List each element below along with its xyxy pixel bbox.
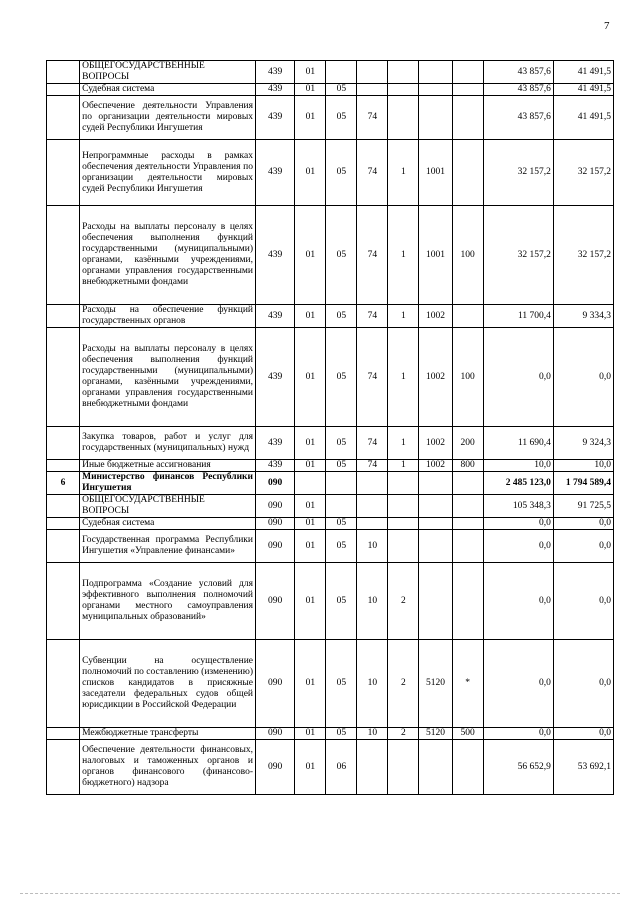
expense-type-code-cell: 800 — [452, 460, 483, 472]
expense-type-code-cell — [452, 61, 483, 84]
row-name-cell: Расходы на обеспечение функций государственных органов — [80, 305, 256, 328]
table-row — [47, 96, 614, 140]
subprogram-code-cell — [388, 530, 419, 563]
table-row — [47, 305, 614, 328]
direction-code-cell — [419, 96, 452, 140]
row-index-cell: 6 — [47, 472, 80, 495]
amount-year2-cell: 32 157,2 — [553, 140, 613, 206]
amount-year2-cell: 41 491,5 — [553, 96, 613, 140]
amount-year2-cell: 32 157,2 — [553, 206, 613, 305]
section-code-cell: 01 — [295, 206, 326, 305]
amount-year1-cell: 0,0 — [483, 530, 553, 563]
row-index-cell — [47, 328, 80, 427]
row-name-cell: Судебная система — [80, 518, 256, 530]
amount-year2-cell: 0,0 — [553, 530, 613, 563]
ministry-code-cell: 439 — [256, 427, 295, 460]
ministry-code-cell: 439 — [256, 140, 295, 206]
direction-code-cell: 1002 — [419, 427, 452, 460]
subsection-code-cell — [326, 495, 357, 518]
amount-year1-cell: 0,0 — [483, 328, 553, 427]
subprogram-code-cell — [388, 518, 419, 530]
expense-type-code-cell: 200 — [452, 427, 483, 460]
row-index-cell — [47, 427, 80, 460]
amount-year1-cell: 11 700,4 — [483, 305, 553, 328]
amount-year2-cell: 0,0 — [553, 563, 613, 640]
subsection-code-cell: 05 — [326, 563, 357, 640]
expense-type-code-cell — [452, 563, 483, 640]
row-name-cell: Обеспечение деятельности финансовых, налоговых и таможенных органов и органов финансового (финансово-бюджетного) надзора — [80, 740, 256, 795]
row-name-cell: Непрограммные расходы в рамках обеспечения деятельности Управления по организации деятельности мировых судей Республики Ингушетия — [80, 140, 256, 206]
direction-code-cell — [419, 530, 452, 563]
amount-year2-cell: 53 692,1 — [553, 740, 613, 795]
program-code-cell: 10 — [357, 640, 388, 728]
direction-code-cell: 5120 — [419, 728, 452, 740]
subsection-code-cell: 05 — [326, 728, 357, 740]
section-code-cell: 01 — [295, 84, 326, 96]
program-code-cell — [357, 495, 388, 518]
subsection-code-cell: 05 — [326, 206, 357, 305]
program-code-cell: 10 — [357, 563, 388, 640]
row-index-cell — [47, 305, 80, 328]
row-name-cell: Субвенции на осуществление полномочий по составлению (изменению) списков кандидатов в присяжные заседатели федеральных судов общей юрисдикции в Российской Федерации — [80, 640, 256, 728]
program-code-cell — [357, 472, 388, 495]
direction-code-cell: 1001 — [419, 206, 452, 305]
footer-divider — [20, 893, 620, 895]
row-index-cell — [47, 530, 80, 563]
section-code-cell — [295, 472, 326, 495]
amount-year2-cell: 9 324,3 — [553, 427, 613, 460]
row-index-cell — [47, 460, 80, 472]
expense-type-code-cell: 100 — [452, 206, 483, 305]
subsection-code-cell: 05 — [326, 84, 357, 96]
expense-type-code-cell — [452, 140, 483, 206]
amount-year2-cell: 41 491,5 — [553, 84, 613, 96]
row-name-cell: Расходы на выплаты персоналу в целях обеспечения выполнения функций государственными (муниципальными) органами, казёнными учреждениями, органами управления государственными внебюджетными фондами — [80, 328, 256, 427]
table-row — [47, 518, 614, 530]
table-row — [47, 563, 614, 640]
subsection-code-cell: 05 — [326, 140, 357, 206]
row-name-cell: Иные бюджетные ассигнования — [80, 460, 256, 472]
amount-year2-cell: 0,0 — [553, 728, 613, 740]
ministry-code-cell: 439 — [256, 84, 295, 96]
expense-type-code-cell — [452, 518, 483, 530]
row-name-cell: Межбюджетные трансферты — [80, 728, 256, 740]
subsection-code-cell: 05 — [326, 328, 357, 427]
amount-year1-cell: 0,0 — [483, 518, 553, 530]
amount-year2-cell: 0,0 — [553, 640, 613, 728]
direction-code-cell: 1001 — [419, 140, 452, 206]
subsection-code-cell: 05 — [326, 640, 357, 728]
row-name-cell: ОБЩЕГОСУДАРСТВЕННЫЕ ВОПРОСЫ — [80, 495, 256, 518]
row-index-cell — [47, 140, 80, 206]
page-number: 7 — [604, 20, 610, 32]
expense-type-code-cell: 100 — [452, 328, 483, 427]
section-code-cell: 01 — [295, 728, 326, 740]
amount-year2-cell: 9 334,3 — [553, 305, 613, 328]
program-code-cell: 74 — [357, 206, 388, 305]
amount-year1-cell: 10,0 — [483, 460, 553, 472]
subprogram-code-cell: 2 — [388, 563, 419, 640]
ministry-code-cell: 090 — [256, 563, 295, 640]
subsection-code-cell — [326, 61, 357, 84]
program-code-cell — [357, 740, 388, 795]
ministry-code-cell: 439 — [256, 61, 295, 84]
section-code-cell: 01 — [295, 305, 326, 328]
amount-year2-cell: 91 725,5 — [553, 495, 613, 518]
subprogram-code-cell — [388, 84, 419, 96]
amount-year1-cell: 43 857,6 — [483, 84, 553, 96]
amount-year1-cell: 0,0 — [483, 640, 553, 728]
ministry-code-cell: 439 — [256, 96, 295, 140]
program-code-cell: 10 — [357, 728, 388, 740]
row-index-cell — [47, 518, 80, 530]
direction-code-cell — [419, 495, 452, 518]
table-row — [47, 84, 614, 96]
subsection-code-cell: 05 — [326, 460, 357, 472]
expense-type-code-cell — [452, 96, 483, 140]
expense-type-code-cell: * — [452, 640, 483, 728]
table-row — [47, 740, 614, 795]
section-code-cell: 01 — [295, 518, 326, 530]
row-name-cell: Подпрограмма «Создание условий для эффективного выполнения полномочий органами местного самоуправления муниципальных образований» — [80, 563, 256, 640]
amount-year1-cell: 0,0 — [483, 563, 553, 640]
row-name-cell: Обеспечение деятельности Управления по организации деятельности мировых судей Республики Ингушетия — [80, 96, 256, 140]
row-index-cell — [47, 206, 80, 305]
subprogram-code-cell — [388, 96, 419, 140]
subprogram-code-cell: 1 — [388, 305, 419, 328]
amount-year1-cell: 43 857,6 — [483, 96, 553, 140]
table-row — [47, 140, 614, 206]
table-row — [47, 427, 614, 460]
ministry-code-cell: 090 — [256, 495, 295, 518]
program-code-cell: 74 — [357, 328, 388, 427]
row-index-cell — [47, 495, 80, 518]
program-code-cell: 74 — [357, 96, 388, 140]
row-name-cell: Министерство финансов Республики Ингушетия — [80, 472, 256, 495]
table-row — [47, 460, 614, 472]
subprogram-code-cell: 1 — [388, 140, 419, 206]
row-name-cell: Судебная система — [80, 84, 256, 96]
amount-year2-cell: 10,0 — [553, 460, 613, 472]
subprogram-code-cell — [388, 740, 419, 795]
table-row — [47, 495, 614, 518]
row-index-cell — [47, 61, 80, 84]
direction-code-cell — [419, 740, 452, 795]
subprogram-code-cell — [388, 61, 419, 84]
amount-year2-cell: 1 794 589,4 — [553, 472, 613, 495]
direction-code-cell — [419, 84, 452, 96]
section-code-cell: 01 — [295, 530, 326, 563]
table-row — [47, 61, 614, 84]
row-name-cell: ОБЩЕГОСУДАРСТВЕННЫЕ ВОПРОСЫ — [80, 61, 256, 84]
section-code-cell: 01 — [295, 328, 326, 427]
subprogram-code-cell — [388, 472, 419, 495]
section-code-cell: 01 — [295, 495, 326, 518]
amount-year2-cell: 41 491,5 — [553, 61, 613, 84]
amount-year1-cell: 43 857,6 — [483, 61, 553, 84]
subsection-code-cell — [326, 472, 357, 495]
direction-code-cell: 1002 — [419, 460, 452, 472]
subsection-code-cell: 06 — [326, 740, 357, 795]
expense-type-code-cell — [452, 305, 483, 328]
row-index-cell — [47, 563, 80, 640]
subprogram-code-cell: 1 — [388, 328, 419, 427]
expense-type-code-cell — [452, 740, 483, 795]
row-name-cell: Государственная программа Республики Ингушетия «Управление финансами» — [80, 530, 256, 563]
section-code-cell: 01 — [295, 140, 326, 206]
program-code-cell: 74 — [357, 305, 388, 328]
amount-year1-cell: 11 690,4 — [483, 427, 553, 460]
expense-type-code-cell: 500 — [452, 728, 483, 740]
subprogram-code-cell — [388, 495, 419, 518]
table-row — [47, 640, 614, 728]
section-code-cell: 01 — [295, 640, 326, 728]
section-code-cell: 01 — [295, 96, 326, 140]
table-row — [47, 472, 614, 495]
section-code-cell: 01 — [295, 740, 326, 795]
section-code-cell: 01 — [295, 460, 326, 472]
subsection-code-cell: 05 — [326, 96, 357, 140]
program-code-cell: 74 — [357, 427, 388, 460]
direction-code-cell — [419, 563, 452, 640]
ministry-code-cell: 090 — [256, 740, 295, 795]
row-name-cell: Расходы на выплаты персоналу в целях обеспечения выполнения функций государственными (муниципальными) органами, казёнными учреждениями, органами управления государственными внебюджетными фондами — [80, 206, 256, 305]
row-name-cell: Закупка товаров, работ и услуг для государственных (муниципальных) нужд — [80, 427, 256, 460]
amount-year1-cell: 105 348,3 — [483, 495, 553, 518]
program-code-cell: 74 — [357, 460, 388, 472]
expense-type-code-cell — [452, 495, 483, 518]
table-body — [47, 61, 614, 795]
ministry-code-cell: 439 — [256, 328, 295, 427]
direction-code-cell: 1002 — [419, 328, 452, 427]
direction-code-cell — [419, 518, 452, 530]
row-index-cell — [47, 84, 80, 96]
amount-year2-cell: 0,0 — [553, 518, 613, 530]
ministry-code-cell: 090 — [256, 472, 295, 495]
program-code-cell — [357, 518, 388, 530]
ministry-code-cell: 439 — [256, 460, 295, 472]
ministry-code-cell: 090 — [256, 518, 295, 530]
row-index-cell — [47, 728, 80, 740]
amount-year1-cell: 0,0 — [483, 728, 553, 740]
table-row — [47, 206, 614, 305]
subsection-code-cell: 05 — [326, 518, 357, 530]
ministry-code-cell: 090 — [256, 640, 295, 728]
expense-type-code-cell — [452, 472, 483, 495]
program-code-cell — [357, 84, 388, 96]
expense-type-code-cell — [452, 84, 483, 96]
row-index-cell — [47, 740, 80, 795]
amount-year1-cell: 32 157,2 — [483, 140, 553, 206]
section-code-cell: 01 — [295, 427, 326, 460]
amount-year1-cell: 32 157,2 — [483, 206, 553, 305]
direction-code-cell: 5120 — [419, 640, 452, 728]
expense-type-code-cell — [452, 530, 483, 563]
subsection-code-cell: 05 — [326, 305, 357, 328]
table-row — [47, 530, 614, 563]
subprogram-code-cell: 2 — [388, 728, 419, 740]
row-index-cell — [47, 96, 80, 140]
table-row — [47, 328, 614, 427]
section-code-cell: 01 — [295, 61, 326, 84]
subprogram-code-cell: 2 — [388, 640, 419, 728]
ministry-code-cell: 090 — [256, 530, 295, 563]
table-row — [47, 728, 614, 740]
direction-code-cell — [419, 61, 452, 84]
program-code-cell: 10 — [357, 530, 388, 563]
amount-year1-cell: 2 485 123,0 — [483, 472, 553, 495]
amount-year1-cell: 56 652,9 — [483, 740, 553, 795]
ministry-code-cell: 090 — [256, 728, 295, 740]
program-code-cell: 74 — [357, 140, 388, 206]
subsection-code-cell: 05 — [326, 530, 357, 563]
row-index-cell — [47, 640, 80, 728]
ministry-code-cell: 439 — [256, 305, 295, 328]
direction-code-cell: 1002 — [419, 305, 452, 328]
program-code-cell — [357, 61, 388, 84]
amount-year2-cell: 0,0 — [553, 328, 613, 427]
subsection-code-cell: 05 — [326, 427, 357, 460]
direction-code-cell — [419, 472, 452, 495]
subprogram-code-cell: 1 — [388, 460, 419, 472]
section-code-cell: 01 — [295, 563, 326, 640]
subprogram-code-cell: 1 — [388, 206, 419, 305]
ministry-code-cell: 439 — [256, 206, 295, 305]
subprogram-code-cell: 1 — [388, 427, 419, 460]
budget-table — [46, 60, 614, 795]
